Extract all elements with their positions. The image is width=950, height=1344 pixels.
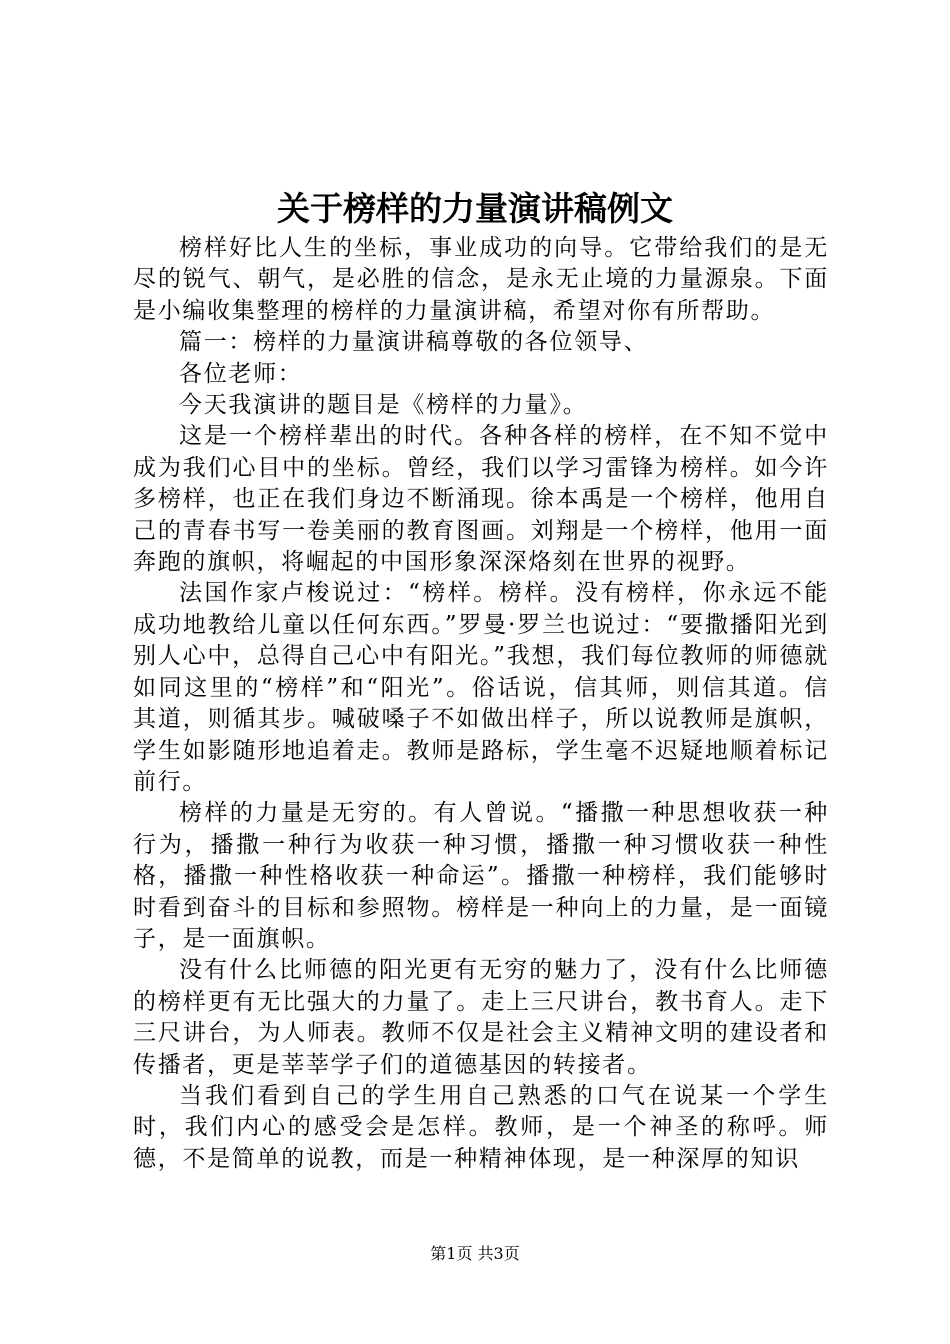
paragraph: 各位老师： [179, 360, 303, 387]
page-footer: 第1页 共3页 [430, 1244, 520, 1263]
paragraph: 今天我演讲的题目是《榜样的力量》。 [179, 392, 588, 419]
paragraph: 榜样的力量是无穷的。有人曾说。“播撒一种思想收获一种行为，播撒一种行为收获一种习惯，播撒一种习惯收获一种性格，播撒一种性格收获一种命运”。播撒一种榜样，我们能够时时看到奋斗的目标和参照物。榜样是一种向上的力量，是一面镜子，是一面旗帜。 [133, 800, 829, 952]
paragraph: 这是一个榜样辈出的时代。各种各样的榜样，在不知不觉中成为我们心目中的坐标。曾经，我们以学习雷锋为榜样。如今许多榜样，也正在我们身边不断涌现。徐本禹是一个榜样，他用自己的青春书写一卷美丽的教育图画。刘翔是一个榜样，他用一面奔跑的旗帜，将崛起的中国形象深深烙刻在世界的视野。 [133, 423, 829, 576]
paragraph: 榜样好比人生的坐标，事业成功的向导。它带给我们的是无尽的锐气、朝气，是必胜的信念，是永无止境的力量源泉。下面是小编收集整理的榜样的力量演讲稿，希望对你有所帮助。 [133, 235, 829, 324]
paragraph: 篇一：榜样的力量演讲稿尊敬的各位领导、 [179, 329, 649, 356]
document-body [133, 233, 829, 1175]
paragraph: 法国作家卢梭说过：“榜样。榜样。没有榜样，你永远不能成功地教给儿童以任何东西。”罗曼·罗兰也说过：“要撒播阳光到别人心中，总得自己心中有阳光。”我想，我们每位教师的师德就如同这里的“榜样”和“阳光”。俗话说，信其师，则信其道。信其道，则循其步。喊破嗓子不如做出样子，所以说教师是旗帜，学生如影随形地追着走。教师是路标，学生毫不迟疑地顺着标记前行。 [133, 580, 829, 795]
paragraph: 没有什么比师德的阳光更有无穷的魅力了，没有什么比师德的榜样更有无比强大的力量了。走上三尺讲台，教书育人。走下三尺讲台，为人师表。教师不仅是社会主义精神文明的建设者和传播者，更是莘莘学子们的道德基因的转接者。 [133, 957, 829, 1078]
paragraph: 当我们看到自己的学生用自己熟悉的口气在说某一个学生时，我们内心的感受会是怎样。教师，是一个神圣的称呼。师德，不是简单的说教，而是一种精神体现，是一种深厚的知识 [133, 1082, 829, 1172]
page-title: 关于榜样的力量演讲稿例文 [277, 189, 673, 228]
